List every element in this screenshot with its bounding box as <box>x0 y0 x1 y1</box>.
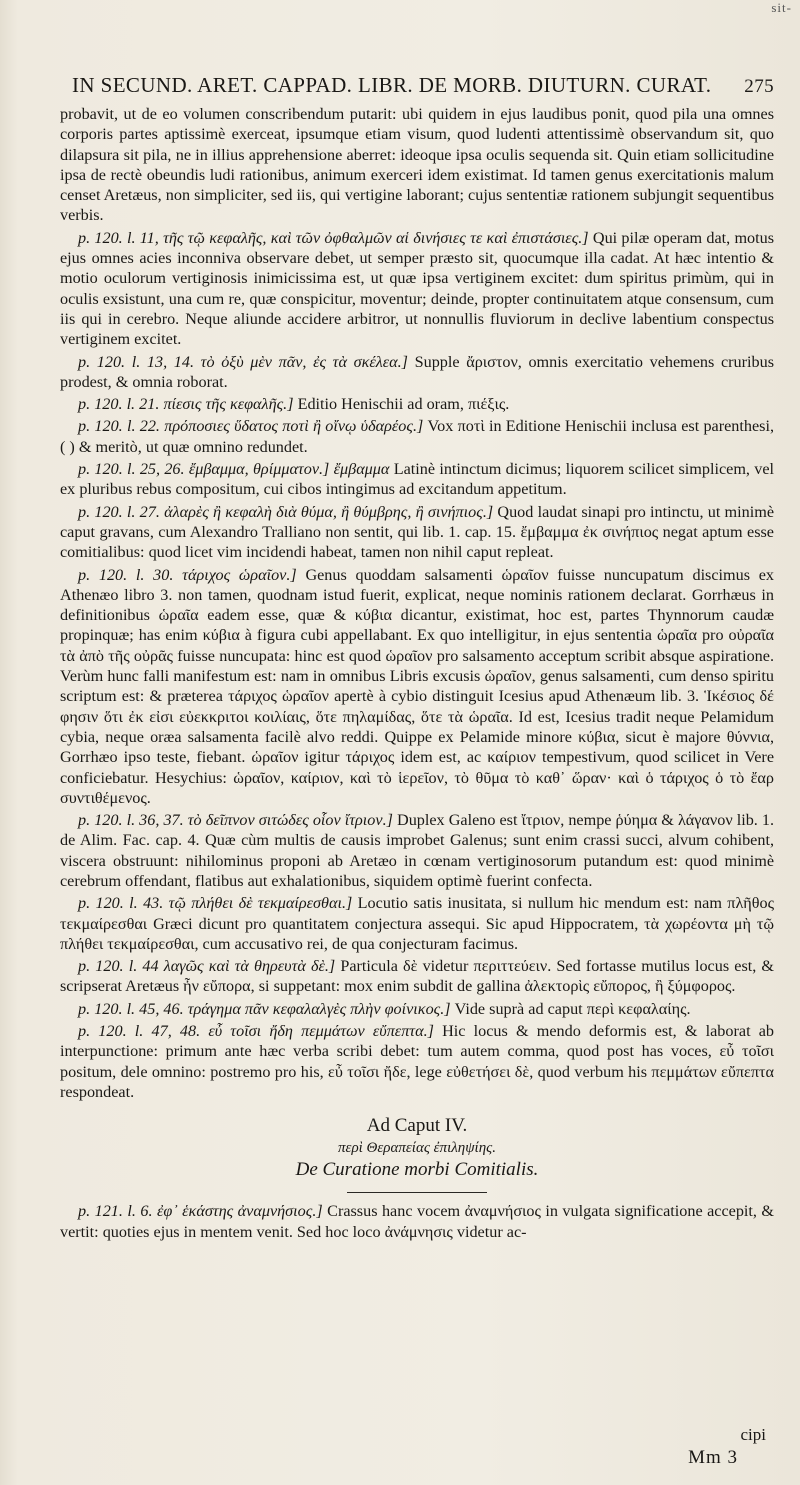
paragraph-intro <box>60 104 774 226</box>
note-text: Qui pilæ operam dat, motus ejus omnes acies inconniva observare debet, ut semper præsto sit, quocumque illa cadat. At hæc intentio & motio oculorum vertiginosis inimicissima est, ut quæ ipsa vertiginem excitet: dum spiritus primùm, qui in oculis exsistunt, una cum re, quæ conspicitur, moventur; deinde, propter continuitatem atque consensum, cum iis qui in cerebro. Neque aliunde accidere arbitror, ut nonnullis fluviorum in declive labentium conspectus vertiginem excitet. <box>60 228 775 349</box>
note-text: Crassus hanc vocem ἀναμνήσιος in vulgata significatione accepit, & vertit: quoties ejus in mentem venit. Sed hoc loco ἀνάμνησις videtur ac- <box>60 1202 775 1241</box>
greek-lemma: ἔμβαμμα, θρίμματον.] ἔμβαμμα <box>188 460 390 479</box>
note-text: Vox ποτὶ in Editione Henischii inclusa est parenthesi, ( ) & meritò, ut quæ omnino redundet. <box>60 417 775 456</box>
note-text: Vide suprà ad caput περὶ κεφαλαίης. <box>454 999 691 1018</box>
note-paragraph <box>60 956 774 997</box>
page-number: 275 <box>744 76 774 97</box>
note-text: Quod laudat sinapi pro intinctu, ut minimè caput gravans, cum Alexandro Tralliano non sentit, qui lib. 1. cap. 15. ἔμβαμμα ἐκ σινήπιος negat aptum esse comitialibus: quod licet vim incidendi habeat, tamen non nihil caput repleat. <box>60 502 775 562</box>
note-text: Editio Henischii ad oram, πιέξις. <box>297 395 510 414</box>
note-reference: p. 120. l. 21. <box>78 395 160 414</box>
note-text: Supple ἄριστον, omnis exercitatio vehemens cruribus prodest, & omnia roborat. <box>60 352 775 391</box>
note-text: Particula δὲ videtur περιττεύειν. Sed fortasse mutilus locus est, & scripserat Aretæus ἦν εὔπορα, si suppetant: mox enim subdit de gallina ἀλεκτορὶς εὔπορος, ἢ ξύμφορος. <box>60 957 774 996</box>
note-reference: p. 120. l. 47, 48. <box>78 1022 201 1041</box>
greek-lemma: τῷ πλήθει δὲ τεκμαίρεσθαι.] <box>168 894 353 913</box>
greek-lemma: τάριχος ὡραῖον.] <box>182 565 297 584</box>
note-reference: p. 120. l. 25, 26. <box>78 460 185 479</box>
signature-mark: Mm 3 <box>688 1447 738 1468</box>
edge-mark: sit- <box>771 0 792 15</box>
greek-lemma: ἐφ᾽ ἑκάστης ἀναμνήσιος.] <box>157 1202 323 1221</box>
note-paragraph <box>60 228 774 350</box>
greek-lemma: πίεσις τῆς κεφαλῆς.] <box>163 395 294 414</box>
note-reference: p. 120. l. 27. <box>78 502 160 521</box>
note-paragraph <box>60 352 774 393</box>
note-paragraph <box>60 1021 774 1102</box>
note-reference: p. 120. l. 11, <box>78 228 159 247</box>
greek-lemma: τὸ ὀξὺ μὲν πᾶν, ἐς τὰ σκέλεα.] <box>200 352 408 371</box>
greek-lemma: εὖ τοῖσι ἤδη πεμμάτων εὔπεπτα.] <box>208 1022 434 1041</box>
note-paragraph <box>60 565 774 809</box>
greek-lemma: λαγῶς καὶ τὰ θηρευτὰ δὲ.] <box>163 957 336 976</box>
section-title: Ad Caput IV. <box>366 1115 468 1137</box>
note-paragraph <box>60 394 774 414</box>
greek-lemma: πρόποσιες ὕδατος ποτὶ ἢ οἴνῳ ὑδαρέος.] <box>164 417 424 436</box>
paragraph-text: probavit, ut de eo volumen conscribendum putarit: ubi quidem in ejus laudibus ponit, quod pila una omnes corporis partes aptissimè exerceat, ipsumque etiam visum, quod ludenti attentissimè observandum sit, quo dilapsura sit pila, ne in illius apprehensione aberret: ideoque ipsa oculis sequenda sit. Quin etiam sollicitudine ipsa de rectè obeundis ludi rationibus, animum exerceri idem existimat. Id tamen genus exercitationis malum censet Aretæus, non simpliciter, sed iis, qui vertigine laborant; cujus sententiæ rationem subjungit sequentibus verbis. <box>60 105 774 225</box>
note-paragraph-final <box>60 1201 774 1242</box>
greek-lemma: τῆς τῷ κεφαλῆς, καὶ τῶν ὀφθαλμῶν αἱ δινήσιες τε καὶ ἐπιστάσιες.] <box>163 228 589 247</box>
note-text: Genus quoddam salsamenti ὡραῖον fuisse nuncupatum discimus ex Athenæo libro 3. non tamen, quodnam istud fuerit, explicat, neque nominis rationem declarat. Gorrhæus in definitionibus ὡραῖα eadem esse, quæ & κύβια dicantur, existimat, hoc est, partes Thynnorum caudæ propinquæ; has enim κύβια à figura cubi appellabant. Ex quo intelligitur, in ejus sententia ὡραῖα pro οὐραῖα τὰ ἀπὸ τῆς οὐρᾶς fuisse nuncupata: hinc est quod ὡραῖον pro salsamento acceptum scribit absque aspiratione. Verùm hunc falli manifestum est: nam in omnibus Libris excusis ὡραῖον, genus salsamenti, cum denso spiritu scriptum est: & præterea τάριχος ὡραῖον apertè à cybio distinguit Icesius apud Athenæum lib. 3. Ἱκέσιος δέ φησιν ὅτι ἐκ εἰσι εὐεκκριτοι κοιλίαις, ὅτε πηλαμίδας, ὅτε τὰ ὡραῖα. Id est, Icesius tradit neque Pelamidum cybia, neque oræa salsamenta facilè alvo reddi. Quippe ex Pelamide minore κύβια, sicut è majore θύννια, Gorrhæo ipso teste, fiebant. ὡραῖον igitur τάριχος idem est, ac καίριον tempestivum, quod scilicet in Vere conficiebatur. Hesychius: ὡραῖον, καίριον, καὶ τὸ ἱερεῖον, τὸ θῦμα τὸ καθ᾽ ὥραν· καὶ ὁ τάριχος ὁ τὸ ἔαρ συντιθέμενος. <box>60 565 775 807</box>
note-text: Duplex Galeno est ἴτριον, nempe ῥύημα & λάγανον lib. 1. de Alim. Fac. cap. 4. Quæ cùm multis de causis improbet Galenus; sunt enim crassi succi, alvum cohibent, viscera obstruunt: nihilominus proponi ab Aretæo in cœnam vertiginosorum putandum est: quod minimè cerebrum offendant, flatibus aut exhalationibus, siquidem optimè fuerint confecta. <box>60 811 775 890</box>
running-head <box>58 72 774 100</box>
note-text: Hic locus & mendo deformis est, & laborat ab interpunctione: primum ante hæc verba scribi debet: tum autem comma, quod post has voces, εὖ τοῖσι positum, dele omnino: postremo pro his, εὖ τοῖσι ἤδε, lege εὐθετήσει δὲ, quod verbum his πεμμάτων εὔπεπτα respondeat. <box>60 1022 775 1101</box>
note-reference: p. 120. l. 45, 46. <box>78 999 184 1018</box>
greek-lemma: τὸ δεῖπνον σιτώδες οἷον ἴτριον.] <box>187 811 393 830</box>
note-reference: p. 120. l. 30. <box>78 565 174 584</box>
note-paragraph <box>60 416 774 457</box>
note-reference: p. 120. l. 13, 14. <box>78 352 195 371</box>
catchword: cipi <box>740 1425 766 1444</box>
section-heading: De Curatione morbi Comitialis. <box>295 1159 539 1181</box>
note-text: Latinè intinctum dicimus; liquorem scilicet simplicem, vel ex pluribus rebus compositum, cui cibos intingimus ad excitandum appetitum. <box>60 460 775 499</box>
greek-lemma: τράγημα πᾶν κεφαλαλγὲς πλὴν φοίνικος.] <box>187 999 451 1018</box>
note-text: Locutio satis inusitata, si nullum hic mendum est: nam πλῆθος τεκμαίρεσθαι Græci dicunt pro quantitatem conjectura assequi. Sic apud Hippocratem, τὰ χωρέοντα μὴ τῷ πλήθει τεκμαίρεσθαι, cum accusativo rei, de qua conjecturam facimus. <box>60 894 775 953</box>
note-paragraph <box>60 459 774 500</box>
section-rule <box>347 1192 487 1193</box>
note-reference: p. 121. l. 6. <box>78 1202 153 1221</box>
note-reference: p. 120. l. 22. <box>78 417 160 436</box>
note-paragraph <box>60 999 774 1019</box>
note-reference: p. 120. l. 36, 37. <box>78 811 184 830</box>
note-paragraph <box>60 502 774 563</box>
running-head-title: IN SECUND. ARET. CAPPAD. LIBR. DE MORB. DIUTURN. CURAT. <box>72 73 712 97</box>
note-reference: p. 120. l. 43. <box>78 894 164 913</box>
note-reference: p. 120. l. 44 <box>78 957 159 976</box>
note-paragraph <box>60 810 774 891</box>
section-greek-subtitle: περὶ Θεραπείας ἐπιληψίης. <box>338 1140 496 1157</box>
greek-lemma: ἀλαρὲς ἢ κεφαλὴ διὰ θύμα, ἢ θύμβρης, ἢ σινήπιος.] <box>164 502 494 521</box>
body-text <box>58 104 774 1242</box>
note-paragraph <box>60 893 774 954</box>
